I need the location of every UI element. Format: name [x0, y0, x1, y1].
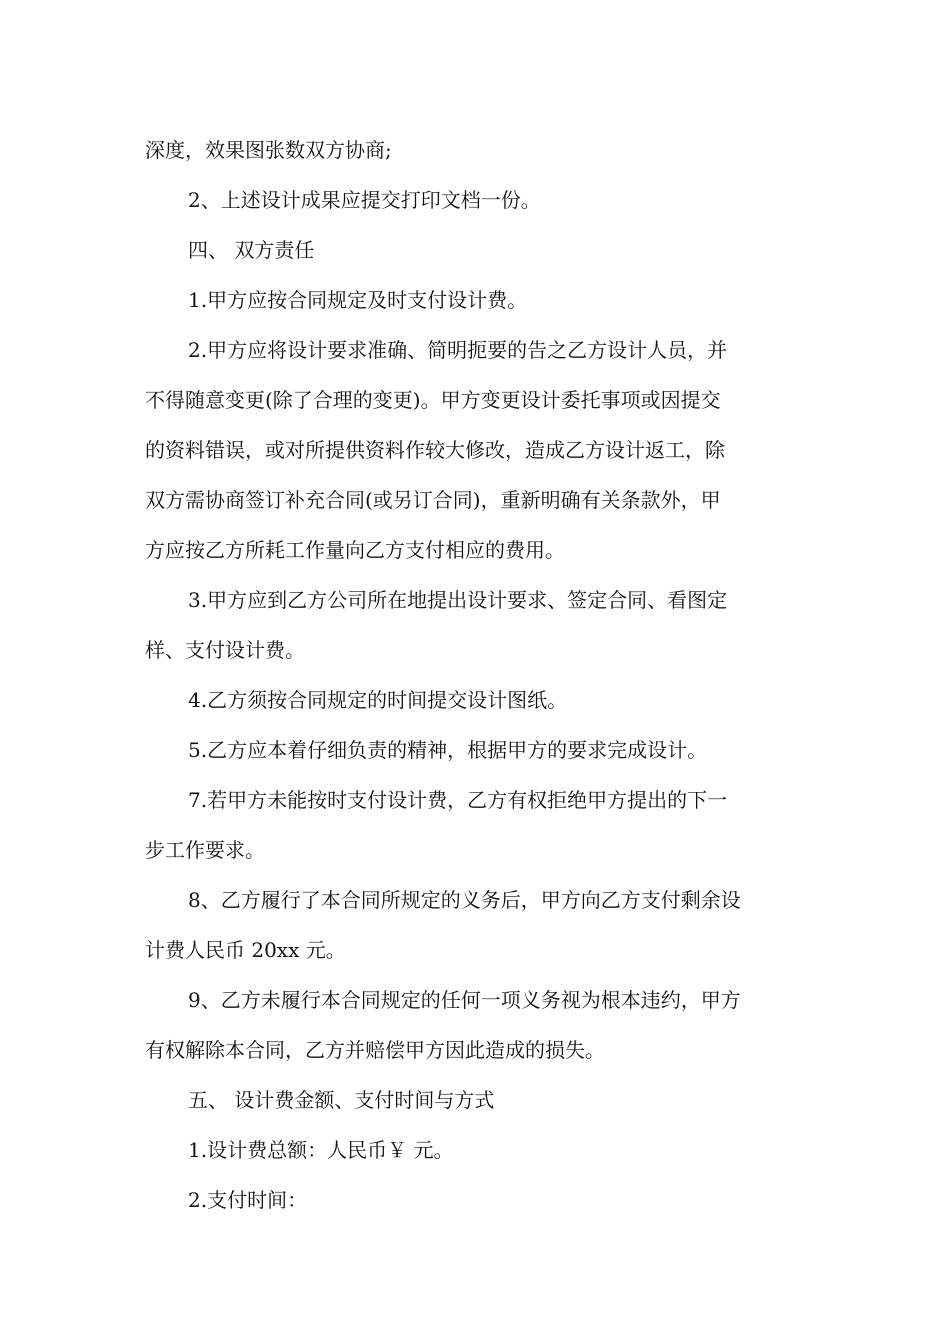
text-line: 8、乙方履行了本合同所规定的义务后，甲方向乙方支付剩余设 — [188, 888, 741, 912]
text-line: 1.甲方应按合同规定及时支付设计费。 — [188, 288, 528, 312]
text-line: 9、乙方未履行本合同规定的任何一项义务视为根本违约，甲方 — [188, 988, 741, 1012]
text-line: 5.乙方应本着仔细负责的精神，根据甲方的要求完成设计。 — [188, 738, 708, 762]
text-line: 深度，效果图张数双方协商; — [145, 138, 392, 162]
text-line: 方应按乙方所耗工作量向乙方支付相应的费用。 — [145, 538, 565, 562]
section-heading: 四、 双方责任 — [188, 238, 315, 262]
text-line: 有权解除本合同，乙方并赔偿甲方因此造成的损失。 — [145, 1038, 605, 1062]
text-line: 4.乙方须按合同规定的时间提交设计图纸。 — [188, 688, 568, 712]
text-line: 计费人民币 20xx 元。 — [145, 938, 346, 962]
text-line: 双方需协商签订补充合同(或另订合同)，重新明确有关条款外，甲 — [145, 488, 721, 512]
text-line: 7.若甲方未能按时支付设计费，乙方有权拒绝甲方提出的下一 — [188, 788, 728, 812]
text-line: 2.甲方应将设计要求准确、简明扼要的告之乙方设计人员，并 — [188, 338, 728, 362]
text-line: 2、上述设计成果应提交打印文档一份。 — [188, 188, 541, 212]
text-line: 3.甲方应到乙方公司所在地提出设计要求、签定合同、看图定 — [188, 588, 728, 612]
section-heading: 五、 设计费金额、支付时间与方式 — [188, 1088, 495, 1112]
text-line: 样、支付设计费。 — [145, 638, 305, 662]
text-line: 不得随意变更(除了合理的变更)。甲方变更设计委托事项或因提交 — [145, 388, 721, 412]
text-line: 步工作要求。 — [145, 838, 265, 862]
text-line: 1.设计费总额：人民币￥ 元。 — [188, 1138, 454, 1162]
text-line: 的资料错误，或对所提供资料作较大修改，造成乙方设计返工，除 — [145, 438, 725, 462]
text-line: 2.支付时间： — [188, 1188, 308, 1212]
